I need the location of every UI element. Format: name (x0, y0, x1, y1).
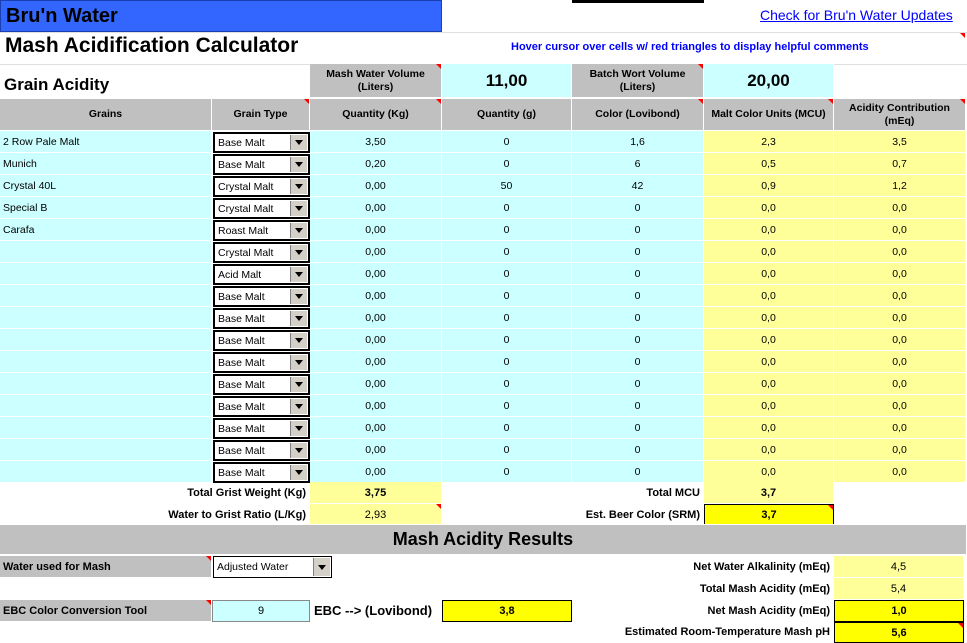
beer-color-label: Est. Beer Color (SRM) (442, 504, 704, 526)
comment-marker-icon (960, 99, 965, 104)
quantity-kg-cell[interactable]: 0,00 (310, 175, 442, 197)
acidity-cell: 0,0 (834, 285, 966, 307)
chevron-down-icon[interactable] (290, 223, 307, 238)
color-lovibond-cell[interactable]: 0 (572, 241, 704, 263)
beer-color-value: 3,7 (704, 504, 834, 526)
grain-type-dropdown[interactable] (213, 242, 310, 263)
grain-name-cell[interactable]: Carafa (0, 219, 212, 241)
app-title-bar (0, 0, 442, 32)
grain-type-dropdown[interactable] (213, 330, 310, 351)
water-grist-ratio-label: Water to Grist Ratio (L/Kg) (0, 504, 310, 526)
grain-type-value: Crystal Malt (218, 202, 274, 215)
grain-name-cell[interactable]: 2 Row Pale Malt (0, 131, 212, 153)
quantity-kg-cell[interactable]: 0,00 (310, 285, 442, 307)
quantity-g-cell[interactable]: 0 (442, 153, 572, 175)
grain-name-cell[interactable] (0, 395, 212, 417)
quantity-kg-cell[interactable]: 0,00 (310, 219, 442, 241)
acidity-cell: 0,0 (834, 263, 966, 285)
total-mash-acidity-value: 5,4 (834, 578, 964, 600)
mcu-cell: 0,0 (704, 461, 834, 483)
comment-marker-icon (206, 556, 211, 561)
header-color-lovibond: Color (Lovibond) (572, 98, 704, 131)
acidity-cell: 0,0 (834, 197, 966, 219)
comment-marker-icon (698, 64, 703, 69)
total-mash-acidity-label: Total Mash Acidity (mEq) (572, 578, 834, 600)
grain-type-dropdown[interactable] (213, 220, 310, 241)
water-used-label: Water used for Mash (0, 556, 212, 578)
acidity-cell: 0,0 (834, 373, 966, 395)
mcu-cell: 0,0 (704, 329, 834, 351)
mcu-cell: 0,5 (704, 153, 834, 175)
color-lovibond-cell[interactable]: 0 (572, 197, 704, 219)
mcu-cell: 0,0 (704, 439, 834, 461)
mcu-cell: 0,0 (704, 417, 834, 439)
grain-type-value: Base Malt (218, 334, 265, 347)
acidity-cell: 0,0 (834, 219, 966, 241)
quantity-kg-cell[interactable]: 3,50 (310, 131, 442, 153)
grain-type-value: Base Malt (218, 466, 265, 479)
ebc-input[interactable]: 9 (212, 600, 310, 622)
grain-type-value: Base Malt (218, 158, 265, 171)
acidity-cell: 0,7 (834, 153, 966, 175)
hint-text: Hover cursor over cells w/ red triangles to display helpful comments (511, 41, 869, 53)
total-grist-weight-value: 3,75 (310, 482, 442, 504)
acidity-cell: 0,0 (834, 307, 966, 329)
chevron-down-icon[interactable] (290, 201, 307, 216)
mash-ph-label: Estimated Room-Temperature Mash pH (442, 622, 834, 643)
color-lovibond-cell[interactable]: 0 (572, 373, 704, 395)
batch-wort-volume-label: Batch Wort Volume (Liters) (572, 64, 704, 98)
chevron-down-icon[interactable] (290, 443, 307, 458)
mcu-cell: 2,3 (704, 131, 834, 153)
chevron-down-icon[interactable] (290, 179, 307, 194)
color-lovibond-cell[interactable]: 0 (572, 351, 704, 373)
quantity-g-cell[interactable]: 0 (442, 351, 572, 373)
grain-type-value: Base Malt (218, 356, 265, 369)
grain-type-dropdown[interactable] (213, 418, 310, 439)
color-lovibond-cell[interactable]: 0 (572, 285, 704, 307)
header-quantity-kg: Quantity (Kg) (310, 98, 442, 131)
grain-name-cell[interactable] (0, 439, 212, 461)
net-alkalinity-label: Net Water Alkalinity (mEq) (572, 556, 834, 578)
grain-name-cell[interactable]: Munich (0, 153, 212, 175)
quantity-kg-cell[interactable]: 0,00 (310, 307, 442, 329)
mcu-cell: 0,0 (704, 263, 834, 285)
chevron-down-icon[interactable] (290, 421, 307, 436)
acidity-cell: 0,0 (834, 395, 966, 417)
quantity-kg-cell[interactable]: 0,00 (310, 263, 442, 285)
quantity-kg-cell[interactable]: 0,00 (310, 439, 442, 461)
grain-name-cell[interactable] (0, 263, 212, 285)
quantity-kg-cell[interactable]: 0,00 (310, 417, 442, 439)
color-lovibond-cell[interactable]: 0 (572, 417, 704, 439)
batch-wort-volume-input[interactable]: 20,00 (704, 64, 834, 98)
mcu-cell: 0,0 (704, 373, 834, 395)
mcu-cell: 0,0 (704, 285, 834, 307)
grain-type-value: Crystal Malt (218, 246, 274, 259)
water-grist-ratio-value: 2,93 (310, 504, 442, 526)
mcu-cell: 0,0 (704, 219, 834, 241)
quantity-kg-cell[interactable]: 0,00 (310, 329, 442, 351)
total-mcu-value: 3,7 (704, 482, 834, 504)
grain-type-dropdown[interactable] (213, 154, 310, 175)
grain-name-cell[interactable] (0, 351, 212, 373)
grain-type-value: Base Malt (218, 422, 265, 435)
chevron-down-icon[interactable] (290, 289, 307, 304)
chevron-down-icon[interactable] (290, 311, 307, 326)
ebc-tool-label: EBC Color Conversion Tool (0, 600, 212, 622)
quantity-kg-cell[interactable]: 0,00 (310, 373, 442, 395)
quantity-kg-cell[interactable]: 0,20 (310, 153, 442, 175)
total-grist-weight-label: Total Grist Weight (Kg) (0, 482, 310, 504)
acidity-cell: 0,0 (834, 241, 966, 263)
comment-marker-icon (436, 99, 441, 104)
grain-type-value: Acid Malt (218, 268, 262, 281)
color-lovibond-cell[interactable]: 0 (572, 263, 704, 285)
quantity-kg-cell[interactable]: 0,00 (310, 395, 442, 417)
header-grains: Grains (0, 98, 212, 131)
quantity-g-cell[interactable]: 0 (442, 373, 572, 395)
quantity-kg-cell[interactable]: 0,00 (310, 351, 442, 373)
quantity-g-cell[interactable]: 0 (442, 241, 572, 263)
acidity-cell: 0,0 (834, 461, 966, 483)
color-lovibond-cell[interactable]: 0 (572, 329, 704, 351)
water-used-dropdown[interactable] (213, 556, 332, 578)
comment-marker-icon (958, 623, 963, 628)
acidity-cell: 0,0 (834, 351, 966, 373)
chevron-down-icon[interactable] (290, 245, 307, 260)
color-lovibond-cell[interactable]: 1,6 (572, 131, 704, 153)
ebc-arrow-label: EBC --> (Lovibond) (314, 603, 433, 618)
quantity-kg-cell[interactable]: 0,00 (310, 197, 442, 219)
color-lovibond-cell[interactable]: 0 (572, 395, 704, 417)
mcu-cell: 0,0 (704, 197, 834, 219)
color-lovibond-cell[interactable]: 0 (572, 461, 704, 483)
grain-name-cell[interactable] (0, 329, 212, 351)
comment-marker-icon (436, 504, 441, 509)
grain-type-dropdown[interactable] (213, 396, 310, 417)
grain-type-value: Crystal Malt (218, 180, 274, 193)
mash-ph-value: 5,6 (834, 622, 964, 643)
grain-type-dropdown[interactable] (213, 198, 310, 219)
chevron-down-icon[interactable] (290, 399, 307, 414)
grain-name-cell[interactable]: Special B (0, 197, 212, 219)
grain-type-dropdown[interactable] (213, 440, 310, 461)
grain-type-dropdown[interactable] (213, 264, 310, 285)
color-lovibond-cell[interactable]: 0 (572, 219, 704, 241)
net-alkalinity-value: 4,5 (834, 556, 964, 578)
dark-bar (572, 0, 704, 3)
header-acidity: Acidity Contribution (mEq) (834, 98, 966, 131)
acidity-cell: 1,2 (834, 175, 966, 197)
grain-type-value: Base Malt (218, 444, 265, 457)
grain-type-value: Base Malt (218, 400, 265, 413)
grain-type-dropdown[interactable] (213, 286, 310, 307)
chevron-down-icon[interactable] (290, 135, 307, 150)
grain-type-value: Base Malt (218, 136, 265, 149)
chevron-down-icon[interactable] (290, 157, 307, 172)
header-grain-type: Grain Type (212, 98, 310, 131)
grain-name-cell[interactable] (0, 307, 212, 329)
comment-marker-icon (698, 99, 703, 104)
quantity-g-cell[interactable]: 0 (442, 461, 572, 483)
section-title: Grain Acidity (4, 75, 110, 94)
acidity-cell: 0,0 (834, 439, 966, 461)
color-lovibond-cell[interactable]: 0 (572, 439, 704, 461)
color-lovibond-cell[interactable]: 6 (572, 153, 704, 175)
grain-name-cell[interactable] (0, 417, 212, 439)
grain-name-cell[interactable] (0, 241, 212, 263)
grain-name-cell[interactable]: Crystal 40L (0, 175, 212, 197)
results-title: Mash Acidity Results (0, 524, 967, 555)
grain-type-dropdown[interactable] (213, 352, 310, 373)
grain-type-dropdown[interactable] (213, 132, 310, 153)
color-lovibond-cell[interactable]: 0 (572, 307, 704, 329)
comment-marker-icon (960, 33, 965, 38)
comment-marker-icon (304, 99, 309, 104)
mcu-cell: 0,0 (704, 241, 834, 263)
grain-type-value: Roast Malt (218, 224, 269, 237)
page-subtitle: Mash Acidification Calculator (5, 34, 299, 57)
mash-water-volume-input[interactable]: 11,00 (442, 64, 572, 98)
grain-type-dropdown[interactable] (213, 308, 310, 329)
quantity-g-cell[interactable]: 50 (442, 175, 572, 197)
chevron-down-icon[interactable] (290, 355, 307, 370)
mcu-cell: 0,0 (704, 395, 834, 417)
quantity-g-cell[interactable]: 0 (442, 285, 572, 307)
quantity-g-cell[interactable]: 0 (442, 263, 572, 285)
quantity-g-cell[interactable]: 0 (442, 395, 572, 417)
grain-name-cell[interactable] (0, 373, 212, 395)
grain-name-cell[interactable] (0, 285, 212, 307)
net-mash-acidity-value: 1,0 (834, 600, 964, 622)
chevron-down-icon[interactable] (313, 558, 330, 576)
color-lovibond-cell[interactable]: 42 (572, 175, 704, 197)
quantity-g-cell[interactable]: 0 (442, 219, 572, 241)
mcu-cell: 0,0 (704, 307, 834, 329)
update-link[interactable]: Check for Bru'n Water Updates (760, 7, 953, 23)
grain-type-dropdown[interactable] (213, 374, 310, 395)
net-mash-acidity-label: Net Mash Acidity (mEq) (572, 600, 834, 622)
comment-marker-icon (828, 99, 833, 104)
quantity-g-cell[interactable]: 0 (442, 131, 572, 153)
quantity-g-cell[interactable]: 0 (442, 307, 572, 329)
grain-type-value: Base Malt (218, 312, 265, 325)
grain-type-dropdown[interactable] (213, 462, 310, 483)
quantity-g-cell[interactable]: 0 (442, 329, 572, 351)
app-title: Bru'n Water (6, 4, 118, 27)
acidity-cell: 0,0 (834, 329, 966, 351)
grain-type-dropdown[interactable] (213, 176, 310, 197)
chevron-down-icon[interactable] (290, 267, 307, 282)
acidity-cell: 3,5 (834, 131, 966, 153)
header-mcu: Malt Color Units (MCU) (704, 98, 834, 131)
grain-name-cell[interactable] (0, 461, 212, 483)
total-mcu-label: Total MCU (442, 482, 704, 504)
quantity-g-cell[interactable]: 0 (442, 417, 572, 439)
quantity-kg-cell[interactable]: 0,00 (310, 241, 442, 263)
mash-water-volume-label: Mash Water Volume (Liters) (310, 64, 442, 98)
ebc-result-value: 3,8 (442, 600, 572, 622)
comment-marker-icon (436, 64, 441, 69)
grain-type-value: Base Malt (218, 290, 265, 303)
mcu-cell: 0,0 (704, 351, 834, 373)
quantity-g-cell[interactable]: 0 (442, 197, 572, 219)
mcu-cell: 0,9 (704, 175, 834, 197)
quantity-kg-cell[interactable]: 0,00 (310, 461, 442, 483)
chevron-down-icon[interactable] (290, 465, 307, 480)
grain-type-value: Base Malt (218, 378, 265, 391)
chevron-down-icon[interactable] (290, 333, 307, 348)
header-quantity-g: Quantity (g) (442, 98, 572, 131)
quantity-g-cell[interactable]: 0 (442, 439, 572, 461)
chevron-down-icon[interactable] (290, 377, 307, 392)
acidity-cell: 0,0 (834, 417, 966, 439)
comment-marker-icon (206, 600, 211, 605)
water-used-value: Adjusted Water (217, 561, 289, 573)
comment-marker-icon (828, 505, 833, 510)
